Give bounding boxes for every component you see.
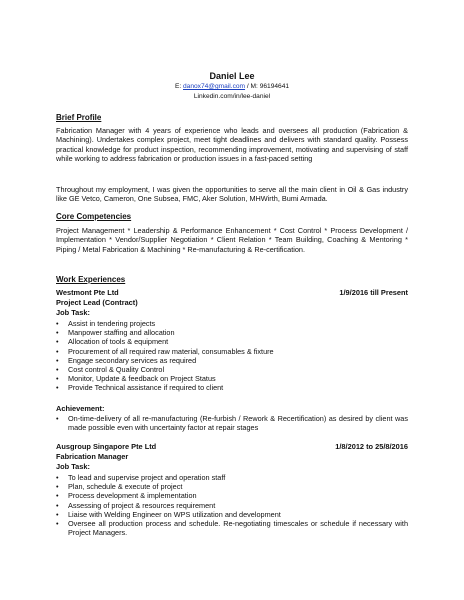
list-item-text: Provide Technical assistance if required to client	[68, 383, 224, 393]
list-item-text: Assessing of project & resources requirement	[68, 500, 216, 510]
bullet-icon: •	[56, 355, 59, 365]
list-item	[56, 328, 408, 337]
bullet-icon: •	[56, 346, 59, 356]
list-item-text: Monitor, Update & feedback on Project Status	[68, 374, 216, 384]
job-role: Project Lead (Contract)	[56, 298, 138, 307]
list-item	[56, 473, 408, 482]
bullet-icon: •	[56, 473, 59, 482]
phone-text: / M: 96194641	[245, 83, 290, 90]
list-item	[56, 510, 408, 519]
company-name: Westmont Pte Ltd	[56, 288, 119, 297]
job-header	[56, 442, 408, 451]
job-task-label: Job Task:	[56, 462, 90, 471]
bullet-icon: •	[56, 337, 59, 347]
job-role: Fabrication Manager	[56, 452, 129, 461]
list-item	[56, 347, 408, 356]
job-dates: 1/8/2012 to 25/8/2016	[335, 442, 408, 451]
list-item-text: Allocation of tools & equipment	[68, 337, 169, 347]
company-name: Ausgroup Singapore Pte Ltd	[56, 442, 157, 451]
bullet-icon: •	[56, 319, 59, 328]
email-link[interactable]: danox74@gmail.com	[183, 83, 246, 90]
brief-profile-heading: Brief Profile	[56, 113, 102, 122]
list-item	[56, 519, 408, 537]
bullet-icon: •	[56, 365, 59, 375]
achievement-list	[56, 414, 408, 432]
job-task-list	[56, 319, 408, 393]
core-competencies-text: Project Management * Leadership & Performance Enhancement * Cost Control * Process Development / Implementation * Vendor/Supplier Negotiation * Client Relation * Team Building, Coaching & Mentoring * Piping / Metal Fabrication & Machining * Re-manufacturing & Re-certification.	[56, 226, 408, 254]
list-item-text: Liaise with Welding Engineer on WPS utilization and development	[68, 509, 281, 519]
list-item-text: Process development & implementation	[68, 491, 197, 501]
achievement-label: Achievement:	[56, 404, 105, 413]
list-item-text: Plan, schedule & execute of project	[68, 482, 183, 492]
list-item-text: Engage secondary services as required	[68, 355, 197, 365]
bullet-icon: •	[56, 482, 59, 492]
work-experiences-heading: Work Experiences	[56, 275, 126, 284]
bullet-icon: •	[56, 491, 59, 501]
list-item	[56, 365, 408, 374]
list-item	[56, 374, 408, 383]
contact-line	[0, 83, 464, 90]
job-header	[56, 288, 408, 297]
bullet-icon: •	[56, 414, 59, 423]
list-item-text: Manpower staffing and allocation	[68, 328, 175, 338]
bullet-icon: •	[56, 500, 59, 510]
list-item-text: On-time-delivery of all re-manufacturing (Re-furbish / Rework & Recertification) as desired by client was made possible even with uncertainty factor at repair stages	[68, 414, 408, 433]
list-item-text: To lead and supervise project and operation staff	[68, 473, 226, 482]
bullet-icon: •	[56, 519, 59, 529]
clients-paragraph: Throughout my employment, I was given the opportunities to serve all the main client in Oil & Gas industry like GE Vetco, Cameron, One Subsea, FMC, Aker Solution, MHWirth, Bumi Armada.	[56, 185, 408, 204]
list-item	[56, 414, 408, 432]
list-item	[56, 491, 408, 500]
list-item	[56, 356, 408, 365]
bullet-icon: •	[56, 509, 59, 519]
list-item	[56, 319, 408, 328]
bullet-icon: •	[56, 374, 59, 384]
list-item-text: Cost control & Quality Control	[68, 365, 165, 375]
list-item-text: Procurement of all required raw material, consumables & fixture	[68, 346, 274, 356]
brief-profile-paragraph: Fabrication Manager with 4 years of experience who leads and oversees all production (Fabrication & Machining). Undertakes complex project, meet tight deadlines and delivers with standard quality. Possess practical knowledge for product inspection, recommending improvement, motivating and supervising of staff while working to address fabrication or production issues in a fast-paced setting	[56, 126, 408, 163]
email-prefix: E:	[174, 83, 183, 90]
job-dates: 1/9/2016 till Present	[339, 288, 408, 297]
list-item	[56, 501, 408, 510]
linkedin-text: Linkedin.com/in/lee-daniel	[193, 93, 271, 100]
job-task-label: Job Task:	[56, 308, 90, 317]
bullet-icon: •	[56, 328, 59, 338]
list-item-text: Oversee all production process and schedule. Re-negotiating timescales or schedule if necessary with Project Managers.	[68, 519, 408, 538]
list-item	[56, 383, 408, 392]
list-item-text: Assist in tendering projects	[68, 319, 156, 328]
list-item	[56, 337, 408, 346]
job-task-list	[56, 473, 408, 537]
bullet-icon: •	[56, 383, 59, 393]
list-item	[56, 482, 408, 491]
candidate-name: Daniel Lee	[209, 71, 255, 81]
core-competencies-heading: Core Competencies	[56, 212, 132, 221]
